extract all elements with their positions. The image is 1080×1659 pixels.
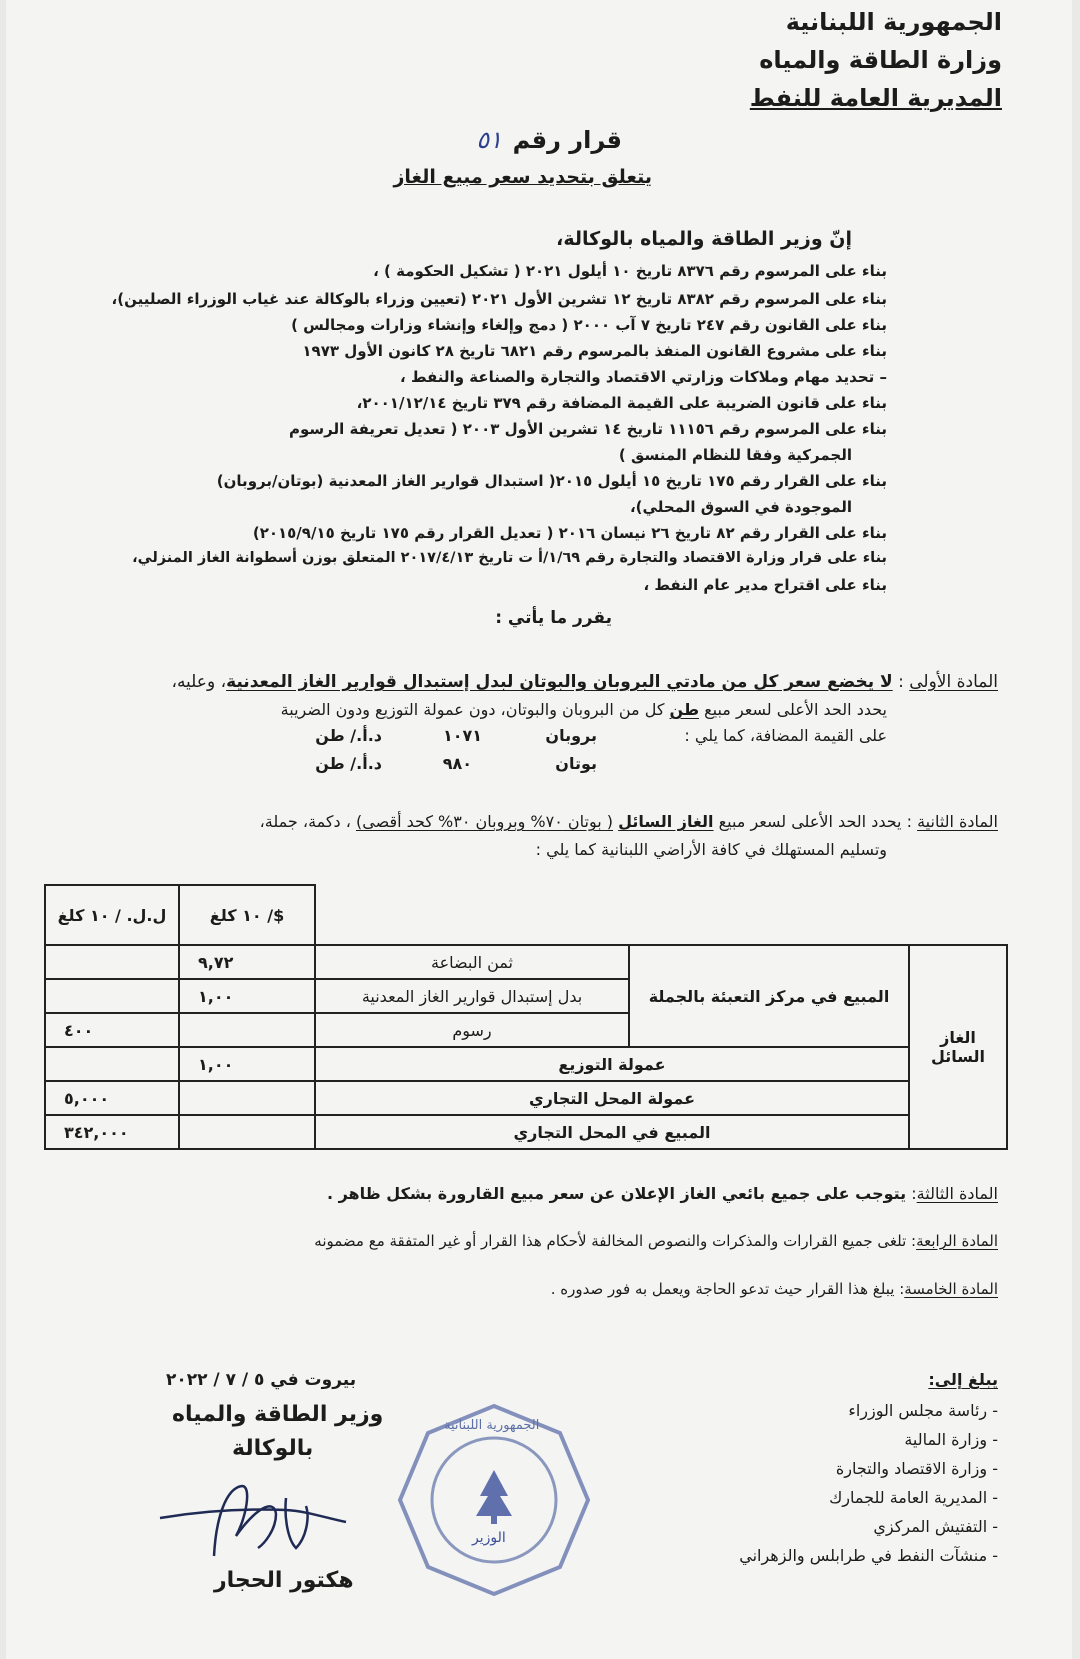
stamp-text: الجمهورية اللبنانية xyxy=(444,1418,540,1433)
decision-number: ٥١ xyxy=(476,126,502,154)
cc-title: يبلغ إلى: xyxy=(928,1370,998,1389)
row-label: المبيع في المحل التجاري xyxy=(315,1115,909,1149)
row-lbp: ٥,٠٠٠ xyxy=(45,1081,179,1115)
row-usd xyxy=(179,1013,315,1047)
header-republic: الجمهورية اللبنانية xyxy=(785,8,1002,36)
price-butane-value: ٩٨٠ xyxy=(442,754,472,773)
price-butane-unit: د.أ./ طن xyxy=(315,754,382,773)
article2-line1: المادة الثانية : يحدد الحد الأعلى لسعر مبيع الغاز السائل ( بوتان ٧٠% وبروبان ٣٠% كحد أقصى) ، دكمة، جملة، xyxy=(259,812,998,831)
table-header-blank xyxy=(315,885,1007,945)
header-ministry: وزارة الطاقة والمياه xyxy=(759,46,1002,74)
article1-line2 xyxy=(281,700,887,719)
article3-title: المادة الثالثة xyxy=(916,1184,998,1203)
article1-highlight: لا يخضع سعر كل من مادتي البروبان والبوتان لبدل إستبدال قوارير الغاز المعدنية xyxy=(226,672,893,692)
table-row xyxy=(45,1081,1007,1115)
cc-item: - رئاسة مجلس الوزراء xyxy=(739,1396,998,1425)
preamble-line: – تحديد مهام وملاكات وزارتي الاقتصاد والتجارة والصناعة والنفط ، xyxy=(400,368,887,386)
cc-item: - وزارة الاقتصاد والتجارة xyxy=(739,1454,998,1483)
signature-title: وزير الطاقة والمياه xyxy=(172,1402,384,1427)
article1-title: المادة الأولى xyxy=(909,672,998,692)
cc-list xyxy=(739,1396,998,1570)
article1-ton: طن xyxy=(669,700,700,719)
cedar-icon xyxy=(476,1470,512,1516)
row-label: عمولة المحل التجاري xyxy=(315,1081,909,1115)
row-lbp xyxy=(45,979,179,1013)
price-butane-product: بوتان xyxy=(555,754,597,773)
signatory-name: هكتور الحجار xyxy=(214,1568,354,1593)
table-row xyxy=(45,1115,1007,1149)
preamble-line: الموجودة في السوق المحلي)، xyxy=(629,498,852,516)
preamble-line: بناء على اقتراح مدير عام النفط ، xyxy=(643,576,887,594)
preamble-line: بناء على القرار رقم ١٧٥ تاريخ ١٥ أيلول ٢٠١٥( استبدال قوارير الغاز المعدنية (بوتان/بروبان) xyxy=(216,472,887,490)
row-label: بدل إستبدال قوارير الغاز المعدنية xyxy=(315,979,629,1013)
decision-subject: يتعلق بتحديد سعر مبيع الغاز xyxy=(393,166,652,188)
preamble-line: بناء على قانون الضريبة على القيمة المضافة رقم ٣٧٩ تاريخ ٢٠٠١/١٢/١٤، xyxy=(356,394,887,412)
row-usd: ١,٠٠ xyxy=(179,979,315,1013)
article2-text-a: يحدد الحد الأعلى لسعر مبيع xyxy=(718,812,902,831)
price-propane-product: بروبان xyxy=(545,726,597,745)
article4-title: المادة الرابعة xyxy=(916,1232,998,1250)
row-lbp xyxy=(45,1047,179,1081)
article3-text: يتوجب على جميع بائعي الغاز الإعلان عن سعر مبيع القارورة بشكل ظاهر . xyxy=(326,1184,907,1203)
decision-number-label: قرار رقم xyxy=(512,126,622,154)
col-lbp-header: ل.ل. / ١٠ كلغ xyxy=(45,885,179,945)
article1-line1: المادة الأولى : لا يخضع سعر كل من مادتي البروبان والبوتان لبدل إستبدال قوارير الغاز المعدنية، وعليه، xyxy=(171,672,998,692)
article5: المادة الخامسة: يبلغ هذا القرار حيث تدعو الحاجة ويعمل به فور صدوره . xyxy=(550,1280,998,1298)
preamble-line: بناء على قرار وزارة الاقتصاد والتجارة رقم ١/٦٩/أ ت تاريخ ٢٠١٧/٤/١٣ المتعلق بوزن أسطوانة الغاز المنزلي، xyxy=(132,550,887,566)
header-directorate: المديرية العامة للنفط xyxy=(749,84,1002,112)
liquid-gas-group-label: الغاز السائل xyxy=(909,945,1007,1149)
preamble-line: بناء على مشروع القانون المنفذ بالمرسوم رقم ٦٨٢١ تاريخ ٢٨ كانون الأول ١٩٧٣ xyxy=(302,342,887,360)
article4-text: تلغى جميع القرارات والمذكرات والنصوص المخالفة لأحكام هذا القرار أو غير المتفقة مع مضمونه xyxy=(314,1232,907,1250)
row-lbp: ٣٤٢,٠٠٠ xyxy=(45,1115,179,1149)
price-table xyxy=(44,884,1008,1150)
preamble-line: بناء على المرسوم رقم ١١١٥٦ تاريخ ١٤ تشرين الأول ٢٠٠٣ ( تعديل تعريفة الرسوم xyxy=(289,420,887,438)
preamble-line: بناء على القانون رقم ٢٤٧ تاريخ ٧ آب ٢٠٠٠ ( دمج وإلغاء وإنشاء وزارات ومجالس ) xyxy=(291,316,887,334)
article2-title: المادة الثانية xyxy=(917,812,998,831)
article1-line2-a: يحدد الحد الأعلى لسعر مبيع xyxy=(704,700,887,719)
row-label: عمولة التوزيع xyxy=(315,1047,909,1081)
preamble-opening: إنّ وزير الطاقة والمياه بالوكالة، xyxy=(556,228,852,250)
article1-tail: ، وعليه، xyxy=(171,672,227,692)
article2-liquid-gas: الغاز السائل xyxy=(618,812,714,831)
decision-document xyxy=(6,0,1072,1659)
preamble-line: بناء على القرار رقم ٨٢ تاريخ ٢٦ نيسان ٢٠١٦ ( تعديل القرار رقم ١٧٥ تاريخ ٢٠١٥/٩/١٥) xyxy=(252,524,887,542)
article1-line3: على القيمة المضافة، كما يلي : xyxy=(684,726,887,745)
row-usd xyxy=(179,1081,315,1115)
price-propane-value: ١٠٧١ xyxy=(442,726,482,745)
table-header-row xyxy=(45,885,1007,945)
row-usd xyxy=(179,1115,315,1149)
bulk-sale-label: المبيع في مركز التعبئة بالجملة xyxy=(629,945,909,1047)
col-usd-header: $/ ١٠ كلغ xyxy=(179,885,315,945)
row-label: ثمن البضاعة xyxy=(315,945,629,979)
stamp-center: الوزير xyxy=(472,1530,506,1546)
handwritten-signature xyxy=(156,1478,356,1568)
preamble-line: بناء على المرسوم رقم ٨٣٨٢ تاريخ ١٢ تشرين الأول ٢٠٢١ (تعيين وزراء بالوكالة عند غياب الوزراء الصليين)، xyxy=(111,290,887,308)
cc-item: - المديرية العامة للجمارك xyxy=(739,1483,998,1512)
article5-title: المادة الخامسة xyxy=(904,1280,998,1298)
article3: المادة الثالثة: يتوجب على جميع بائعي الغاز الإعلان عن سعر مبيع القارورة بشكل ظاهر . xyxy=(326,1184,998,1203)
article4: المادة الرابعة: تلغى جميع القرارات والمذكرات والنصوص المخالفة لأحكام هذا القرار أو غير المتفقة مع مضمونه xyxy=(314,1232,998,1250)
signature-title-acting: بالوكالة xyxy=(232,1436,314,1461)
cc-item: - التفتيش المركزي xyxy=(739,1512,998,1541)
article2-text-b: ، دكمة، جملة، xyxy=(259,812,351,831)
preamble-line: بناء على المرسوم رقم ٨٣٧٦ تاريخ ١٠ أيلول ٢٠٢١ ( تشكيل الحكومة ) ، xyxy=(373,262,887,280)
row-usd: ٩,٧٢ xyxy=(179,945,315,979)
table-row xyxy=(45,1047,1007,1081)
table-row xyxy=(45,945,1007,979)
cc-item: - منشآت النفط في طرابلس والزهراني xyxy=(739,1541,998,1570)
price-propane-unit: د.أ./ طن xyxy=(315,726,382,745)
row-lbp: ٤٠٠ xyxy=(45,1013,179,1047)
row-lbp xyxy=(45,945,179,979)
article1-line2-b: كل من البروبان والبوتان، دون عمولة التوزيع ودون الضريبة xyxy=(280,700,665,719)
row-label: رسوم xyxy=(315,1013,629,1047)
decides-heading: يقرر ما يأتي : xyxy=(495,608,612,628)
preamble-line: الجمركية وفقا للنظام المنسق ) xyxy=(618,446,852,464)
row-usd: ١,٠٠ xyxy=(179,1047,315,1081)
signature-date: بيروت في ٥ / ٧ / ٢٠٢٢ xyxy=(166,1370,357,1390)
article2-mix: ( بوتان ٧٠% وبروبان ٣٠% كحد أقصى) xyxy=(355,812,614,831)
article2-line2: وتسليم المستهلك في كافة الأراضي اللبنانية كما يلي : xyxy=(535,840,887,859)
cc-item: - وزارة المالية xyxy=(739,1425,998,1454)
article5-text: يبلغ هذا القرار حيث تدعو الحاجة ويعمل به فور صدوره . xyxy=(550,1280,895,1298)
